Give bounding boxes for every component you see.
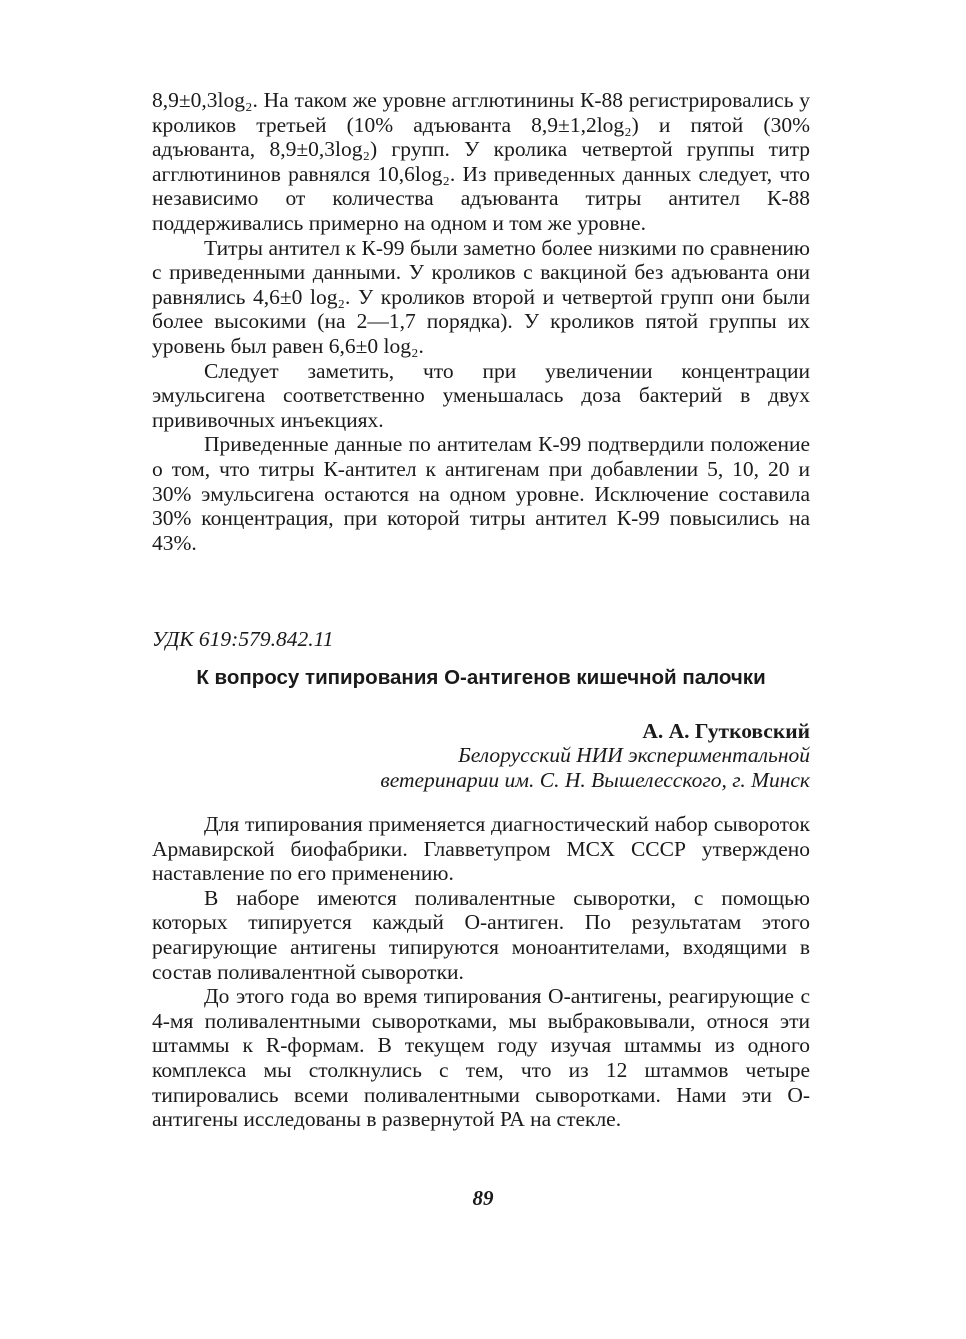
affiliation-line: ветеринарии им. С. Н. Вышелесского, г. Минск xyxy=(380,768,810,792)
page-number: 89 xyxy=(472,1186,494,1210)
paragraph: В наборе имеются поливалентные сыворотки, с помощью которых типируется каждый О-антиген. По результатам этого реагирующие антигены типируются моноантителами, входящими в состав поливалентной сыворотки. xyxy=(152,885,810,984)
author-name: А. А. Гутковский xyxy=(642,719,810,743)
paragraph: 8,9±0,3log₂. На таком же уровне агглютинины К-88 регистрировались у кроликов третьей (10% адъюванта 8,9±1,2log₂) и пятой (30% адъюванта, 8,9±0,3log₂) групп. У кролика четвертой группы титр агглютининов равнялся 10,6log₂. Из приведенных данных следует, что независимо от количества адъюванта титры антител К-88 поддерживались примерно на одном и том же уровне. xyxy=(152,88,810,235)
paragraph: Следует заметить, что при увеличении концентрации эмульсигена соответственно уменьшалась доза бактерий в двух прививочных инъекциях. xyxy=(152,358,810,432)
paragraph: Титры антител к К-99 были заметно более низкими по сравнению с приведенными данными. У кроликов с вакциной без адъюванта они равнялись 4,6±0 log₂. У кроликов второй и четвертой групп они были более высокими (на 2—1,7 порядка). У кроликов пятой группы их уровень был равен 6,6±0 log₂. xyxy=(152,235,810,358)
article-body xyxy=(152,812,810,1132)
paragraph: Приведенные данные по антителам К-99 подтвердили положение о том, что титры К-антител к антигенам при добавлении 5, 10, 20 и 30% эмульсигена остаются на одном уровне. Исключение составила 30% концентрация, при которой титры антител К-99 повысились на 43%. xyxy=(152,432,810,555)
paragraph: До этого года во время типирования О-антигены, реагирующие с 4-мя поливалентными сыворотками, мы выбраковывали, относя эти штаммы к R-формам. В текущем году изучая штаммы из одного комплекса мы столкнулись с тем, что из 12 штаммов четыре типировались всеми поливалентными сыворотками. Нами эти О-антигены исследованы в развернутой РА на стекле. xyxy=(152,984,810,1132)
previous-article-text xyxy=(152,88,810,555)
udk-code: УДК 619:579.842.11 xyxy=(152,627,334,651)
paragraph: Для типирования применяется диагностический набор сывороток Армавирской биофабрики. Главветупром МСХ СССР утверждено наставление по его применению. xyxy=(152,812,810,886)
affiliation-line: Белорусский НИИ экспериментальной xyxy=(458,743,810,767)
article-title: К вопросу типирования О-антигенов кишечной палочки xyxy=(196,666,766,689)
author-affiliation xyxy=(380,743,810,793)
